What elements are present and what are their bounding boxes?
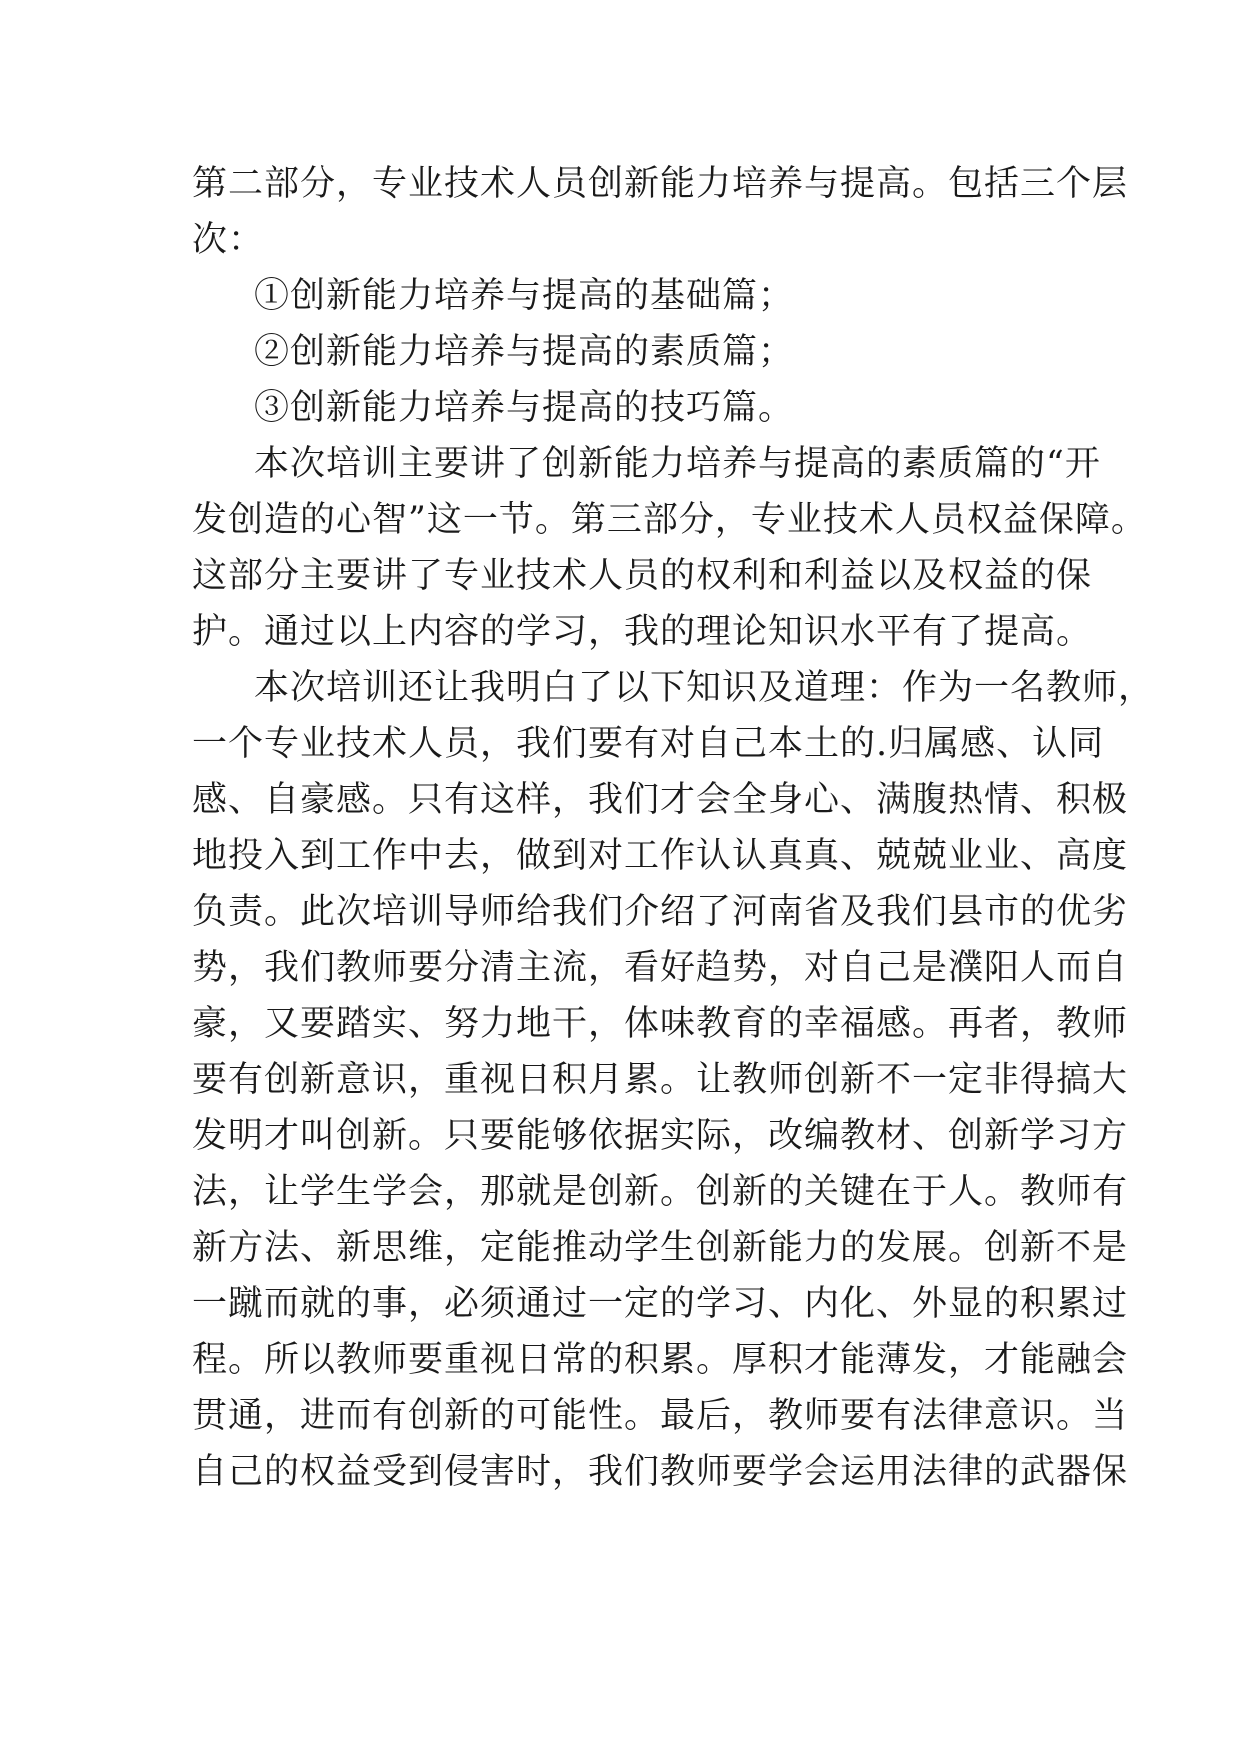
text-line: 一个专业技术人员，我们要有对自己本土的.归属感、认同 (192, 724, 1105, 764)
text-line: 负责。此次培训导师给我们介绍了河南省及我们县市的优劣 (192, 892, 1129, 932)
text-line: 感、自豪感。只有这样，我们才会全身心、满腹热情、积极 (192, 780, 1129, 820)
text-line: 贯通，进而有创新的可能性。最后，教师要有法律意识。当 (192, 1396, 1129, 1436)
body-text (192, 156, 1155, 1500)
text-line: 第二部分，专业技术人员创新能力培养与提高。包括三个层 (192, 164, 1129, 204)
text-line: 本次培训还让我明白了以下知识及道理：作为一名教师， (254, 668, 1155, 708)
text-line: 自己的权益受到侵害时，我们教师要学会运用法律的武器保 (192, 1452, 1129, 1492)
text-line: 势，我们教师要分清主流，看好趋势，对自己是濮阳人而自 (192, 948, 1129, 988)
list-item: ②创新能力培养与提高的素质篇； (254, 332, 795, 372)
text-line: 新方法、新思维，定能推动学生创新能力的发展。创新不是 (192, 1228, 1129, 1268)
list-item: ①创新能力培养与提高的基础篇； (254, 276, 795, 316)
text-line: 一蹴而就的事，必须通过一定的学习、内化、外显的积累过 (192, 1284, 1129, 1324)
text-line: 程。所以教师要重视日常的积累。厚积才能薄发，才能融会 (192, 1340, 1129, 1380)
list-item: ③创新能力培养与提高的技巧篇。 (254, 388, 795, 428)
text-line: 次： (192, 220, 265, 260)
text-line: 豪，又要踏实、努力地干，体味教育的幸福感。再者，教师 (192, 1004, 1129, 1044)
text-line: 发明才叫创新。只要能够依据实际，改编教材、创新学习方 (192, 1116, 1129, 1156)
text-line: 这部分主要讲了专业技术人员的权利和利益以及权益的保 (192, 556, 1093, 596)
text-line: 护。通过以上内容的学习，我的理论知识水平有了提高。 (192, 612, 1093, 652)
text-line: 法，让学生学会，那就是创新。创新的关键在于人。教师有 (192, 1172, 1129, 1212)
text-line: 发创造的心智”这一节。第三部分，专业技术人员权益保障。 (192, 500, 1147, 540)
text-line: 要有创新意识，重视日积月累。让教师创新不一定非得搞大 (192, 1060, 1129, 1100)
text-line: 本次培训主要讲了创新能力培养与提高的素质篇的“开 (254, 444, 1101, 484)
text-line: 地投入到工作中去，做到对工作认认真真、兢兢业业、高度 (192, 836, 1129, 876)
